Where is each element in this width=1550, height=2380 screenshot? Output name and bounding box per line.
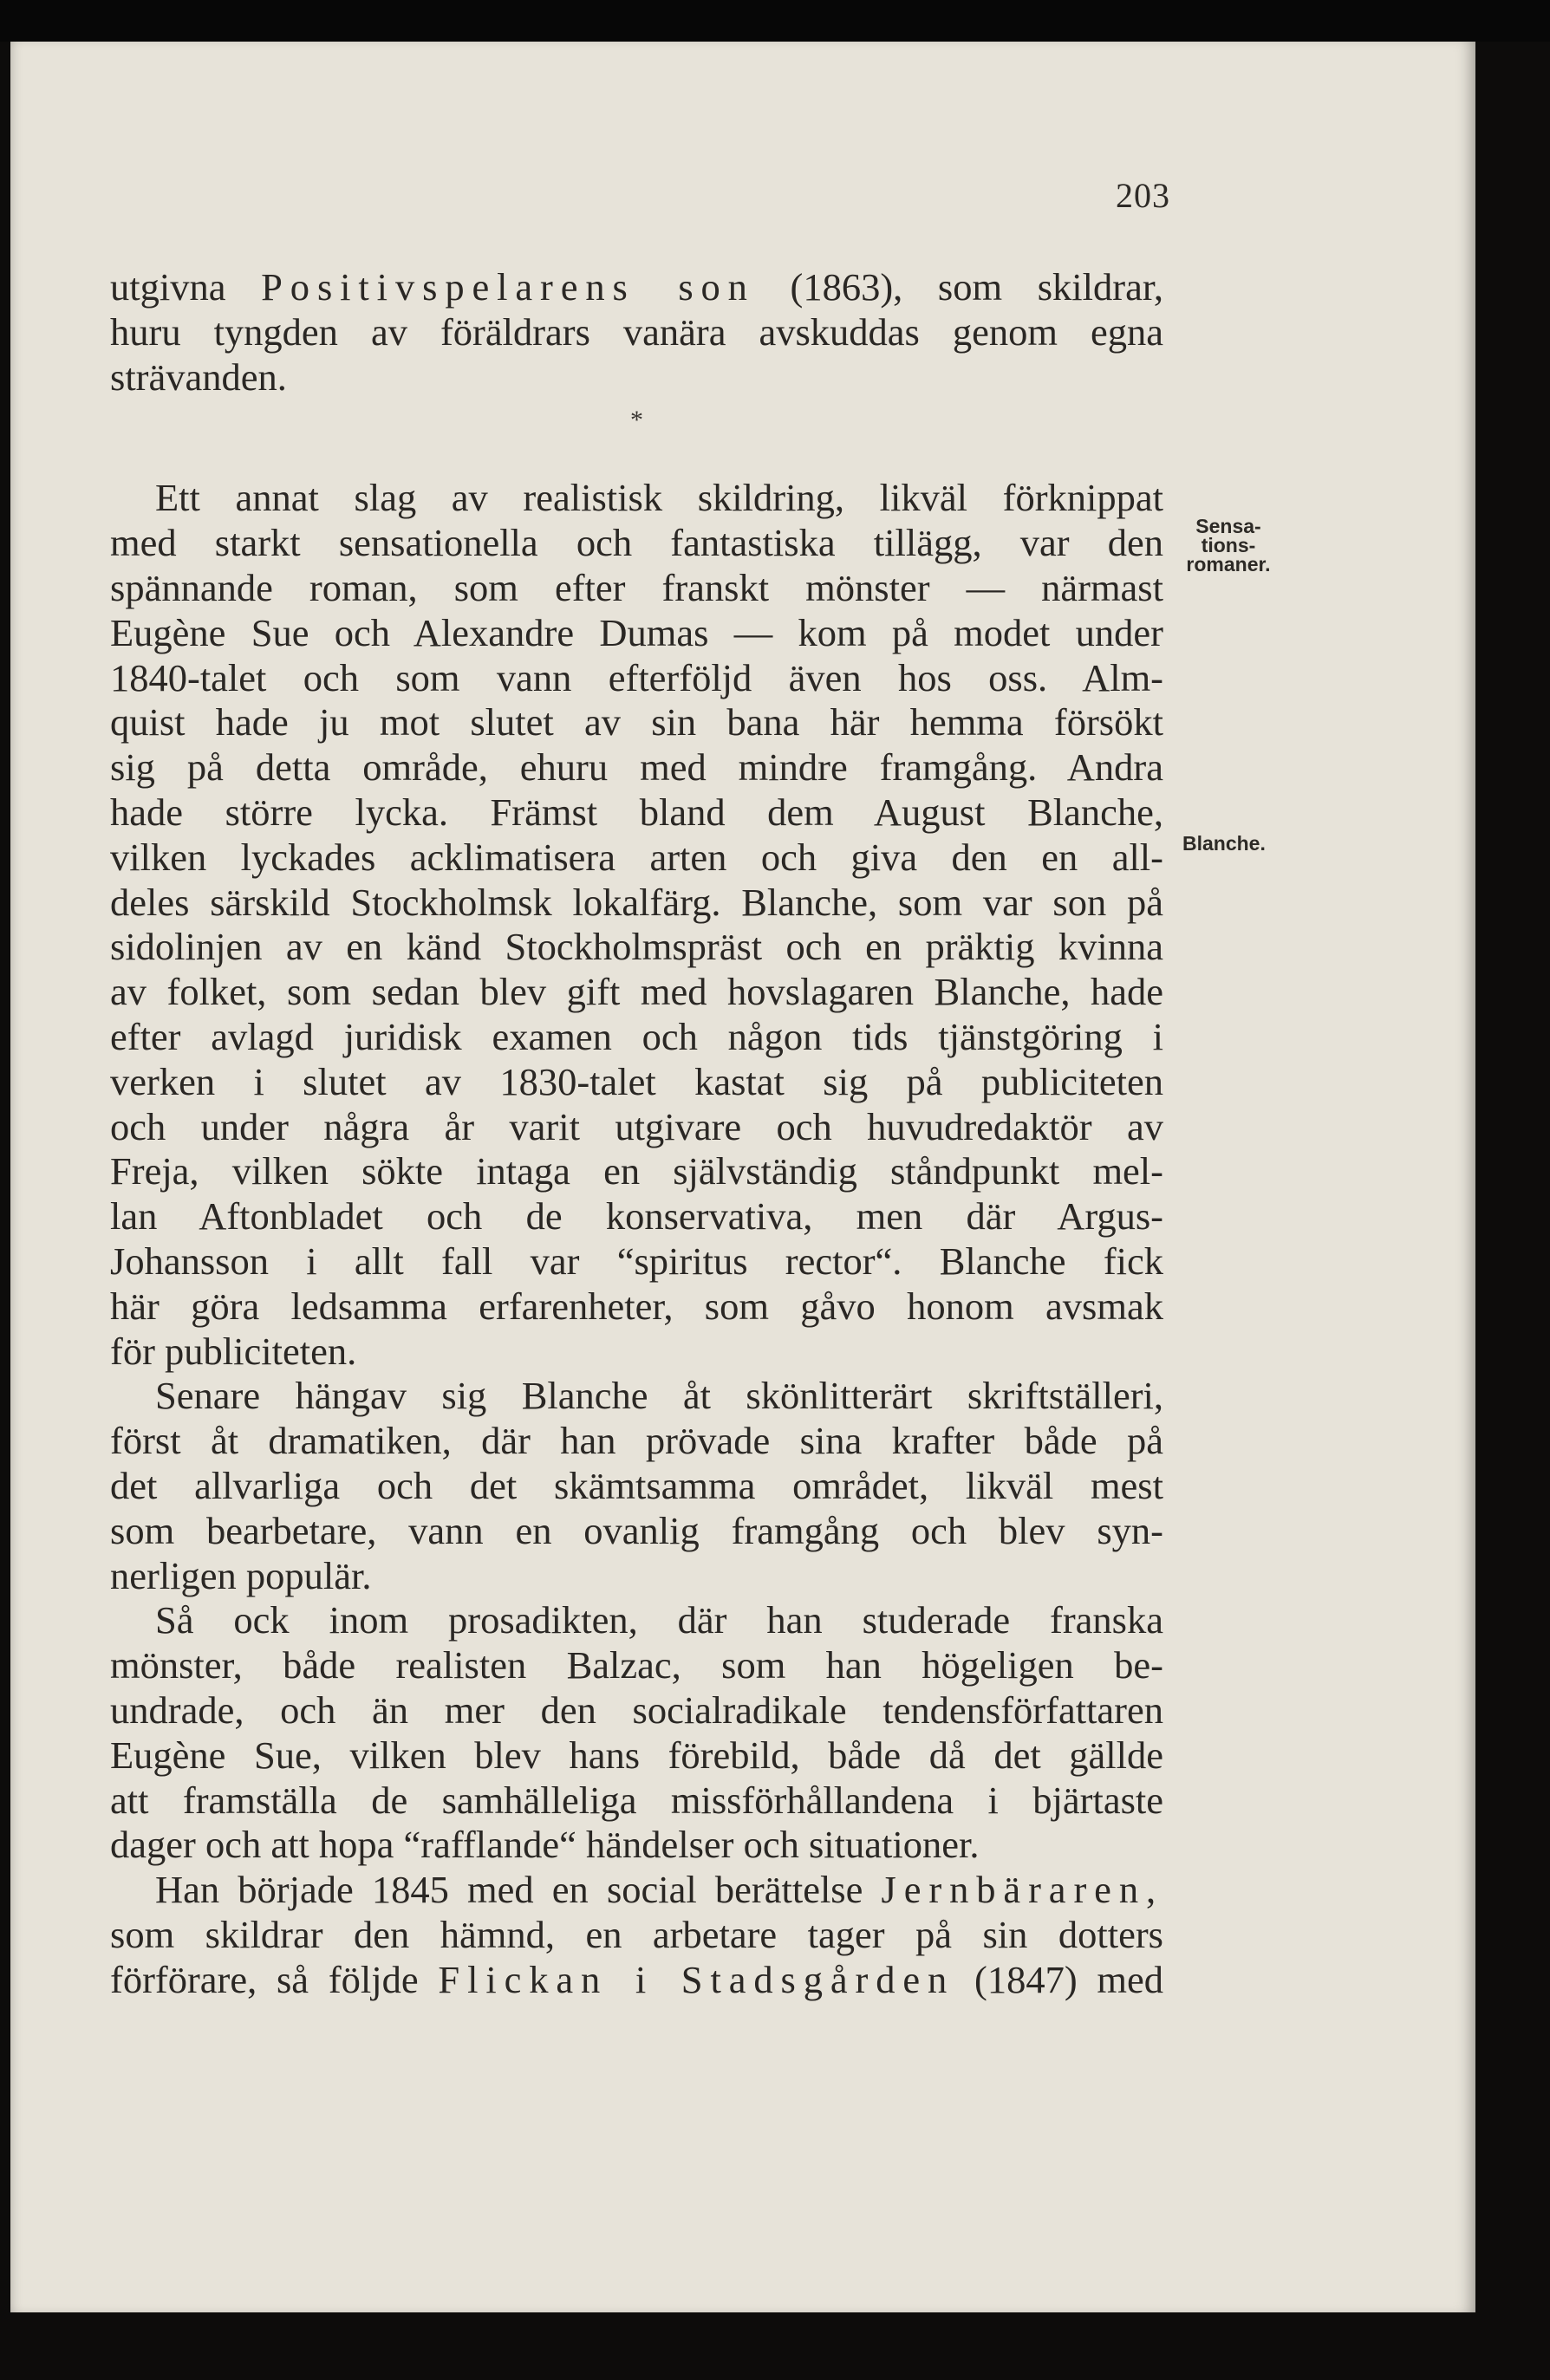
margin-note-line: romaner. (1186, 553, 1271, 575)
text-line: 1840-talet och som vann efterföljd även hos oss. Alm- (110, 655, 1163, 699)
text-line: för publiciteten. (110, 1329, 357, 1373)
text-line: som bearbetare, vann en ovanlig framgång och blev syn- (110, 1508, 1163, 1552)
work-title: Jernbäraren, (881, 1868, 1164, 1912)
margin-note-sensationsromaner (1172, 517, 1285, 574)
text-line: vilken lyckades acklimatisera arten och giva den en all- (110, 835, 1163, 879)
text-line: undrade, och än mer den socialradikale tendensförfattaren (110, 1687, 1163, 1732)
paragraph-1 (110, 265, 1163, 400)
text-line: Senare hängav sig Blanche åt skönlitterärt skriftställeri, (155, 1374, 1163, 1418)
text-line: och under några år varit utgivare och huvudredaktör av (110, 1104, 1163, 1148)
margin-note-line: Sensa- (1195, 515, 1261, 537)
paragraph-5 (110, 1868, 1163, 2002)
work-title: Flickan i Stadsgården (438, 1957, 955, 2001)
text-line: hade större lycka. Främst bland dem August Blanche, (110, 790, 1163, 834)
text-line: dager och att hopa “rafflande“ händelser och situationer. (110, 1823, 980, 1867)
text-line: spännande roman, som efter franskt mönster — närmast (110, 565, 1163, 609)
text-line: huru tyngden av föräldrars vanära avskuddas genom egna (110, 309, 1163, 354)
text-line: Eugène Sue, vilken blev hans förebild, både då det gällde (110, 1733, 1163, 1777)
text-line: med starkt sensationella och fantastiska tillägg, var den (110, 521, 1163, 565)
text-line: efter avlagd juridisk examen och någon tids tjänstgöring i (110, 1014, 1163, 1058)
text-line: strävanden. (110, 354, 287, 399)
margin-note-blanche: Blanche. (1182, 832, 1266, 855)
scan-border (0, 0, 1550, 42)
text-line: sig på detta område, ehuru med mindre framgång. Andra (110, 745, 1163, 790)
text-line: Han började 1845 med en social berättelse Jernbäraren, (155, 1868, 1164, 1912)
text-line: Så ock inom prosadikten, där han studerade franska (155, 1598, 1163, 1642)
text-line: sidolinjen av en känd Stockholmspräst och en präktig kvinna (110, 925, 1163, 969)
text-line: verken i slutet av 1830-talet kastat sig på publiciteten (110, 1059, 1163, 1103)
text-line: Freja, vilken sökte intaga en självständig ståndpunkt mel- (110, 1149, 1163, 1193)
text-line: först åt dramatiken, där han prövade sina krafter både på (110, 1419, 1163, 1463)
margin-note-line: tions- (1201, 534, 1256, 556)
text-line: Eugène Sue och Alexandre Dumas — kom på modet under (110, 610, 1163, 654)
page-number: 203 (1116, 176, 1170, 215)
text-line: här göra ledsamma erfarenheter, som gåvo honom avsmak (110, 1284, 1163, 1328)
text-line: lan Aftonbladet och de konservativa, men där Argus- (110, 1194, 1163, 1239)
text-line: utgivna Positivspelarens son (1863), som skildrar, (110, 265, 1164, 309)
paragraph-2 (110, 476, 1163, 1374)
text-line: det allvarliga och det skämtsamma området, likväl mest (110, 1463, 1163, 1507)
section-separator: * (630, 406, 643, 435)
paragraph-4 (110, 1598, 1163, 1868)
text-line: Ett annat slag av realistisk skildring, likväl förknippat (155, 476, 1163, 520)
text-line: deles särskild Stockholmsk lokalfärg. Blanche, som var son på (110, 880, 1163, 924)
text-line: förförare, så följde Flickan i Stadsgården (1847) med (110, 1957, 1164, 2001)
text-line: att framställa de samhälleliga missförhållandena i bjärtaste (110, 1778, 1163, 1822)
paragraph-3 (110, 1374, 1163, 1598)
text-line: av folket, som sedan blev gift med hovslagaren Blanche, hade (110, 970, 1163, 1014)
text-line: som skildrar den hämnd, en arbetare tager på sin dotters (110, 1912, 1163, 1956)
work-title: Positivspelarens son (261, 265, 755, 309)
text-line: nerligen populär. (110, 1553, 372, 1597)
text-line: mönster, både realisten Balzac, som han högeligen be- (110, 1643, 1163, 1687)
body-text (110, 265, 1163, 2002)
text-line: quist hade ju mot slutet av sin bana här hemma försökt (110, 700, 1163, 745)
text-line: Johansson i allt fall var “spiritus rector“. Blanche fick (110, 1239, 1163, 1283)
book-page (10, 42, 1475, 2312)
